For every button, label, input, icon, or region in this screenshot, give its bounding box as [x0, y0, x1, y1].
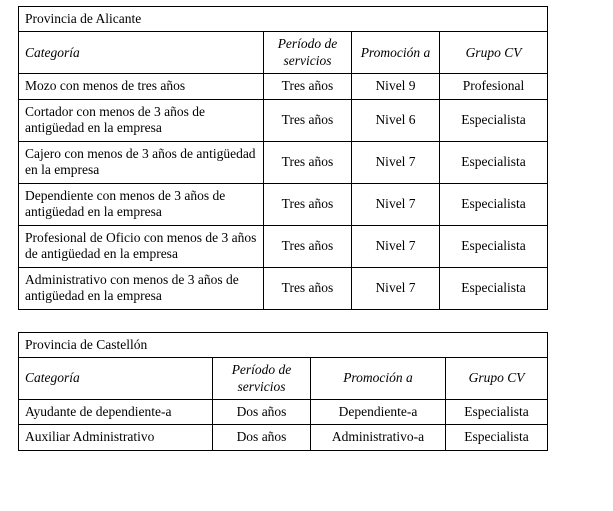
cell-promocion: Nivel 9 [352, 74, 440, 99]
cell-categoria: Profesional de Oficio con menos de 3 años de antigüedad en la empresa [19, 225, 264, 267]
cell-promocion: Nivel 7 [352, 267, 440, 309]
cell-promocion: Nivel 7 [352, 141, 440, 183]
cell-grupo: Especialista [440, 183, 548, 225]
column-header-categoria: Categoría [19, 32, 264, 74]
table-row [19, 74, 548, 99]
cell-grupo: Profesional [440, 74, 548, 99]
cell-periodo: Tres años [264, 74, 352, 99]
table-provincia-castellon [18, 332, 548, 451]
cell-categoria: Mozo con menos de tres años [19, 74, 264, 99]
cell-categoria: Dependiente con menos de 3 años de antigüedad en la empresa [19, 183, 264, 225]
table-title: Provincia de Castellón [19, 332, 548, 357]
cell-categoria: Administrativo con menos de 3 años de antigüedad en la empresa [19, 267, 264, 309]
cell-categoria: Ayudante de dependiente-a [19, 399, 213, 424]
cell-promocion: Dependiente-a [311, 399, 446, 424]
cell-categoria: Cajero con menos de 3 años de antigüedad en la empresa [19, 141, 264, 183]
cell-periodo: Dos años [213, 425, 311, 450]
cell-grupo: Especialista [440, 99, 548, 141]
cell-grupo: Especialista [440, 141, 548, 183]
table-gap [18, 310, 613, 332]
column-header-grupo: Grupo CV [440, 32, 548, 74]
cell-promocion: Administrativo-a [311, 425, 446, 450]
table-row [19, 425, 548, 450]
cell-promocion: Nivel 6 [352, 99, 440, 141]
cell-periodo: Tres años [264, 183, 352, 225]
column-header-periodo: Período de servicios [213, 358, 311, 400]
cell-categoria: Auxiliar Administrativo [19, 425, 213, 450]
table-title-row [19, 7, 548, 32]
cell-promocion: Nivel 7 [352, 183, 440, 225]
column-header-categoria: Categoría [19, 358, 213, 400]
cell-grupo: Especialista [446, 425, 548, 450]
cell-periodo: Dos años [213, 399, 311, 424]
table-row [19, 399, 548, 424]
table-row [19, 99, 548, 141]
cell-categoria: Cortador con menos de 3 años de antigüedad en la empresa [19, 99, 264, 141]
cell-grupo: Especialista [446, 399, 548, 424]
cell-grupo: Especialista [440, 267, 548, 309]
table-header-row [19, 358, 548, 400]
column-header-grupo: Grupo CV [446, 358, 548, 400]
cell-periodo: Tres años [264, 225, 352, 267]
table-row [19, 267, 548, 309]
column-header-periodo: Período de servicios [264, 32, 352, 74]
table-title-row [19, 332, 548, 357]
cell-periodo: Tres años [264, 267, 352, 309]
cell-promocion: Nivel 7 [352, 225, 440, 267]
table-provincia-alicante [18, 6, 548, 310]
table-row [19, 183, 548, 225]
column-header-promocion: Promoción a [311, 358, 446, 400]
column-header-promocion: Promoción a [352, 32, 440, 74]
table-header-row [19, 32, 548, 74]
table-row [19, 225, 548, 267]
cell-periodo: Tres años [264, 141, 352, 183]
cell-periodo: Tres años [264, 99, 352, 141]
table-row [19, 141, 548, 183]
cell-grupo: Especialista [440, 225, 548, 267]
table-title: Provincia de Alicante [19, 7, 548, 32]
